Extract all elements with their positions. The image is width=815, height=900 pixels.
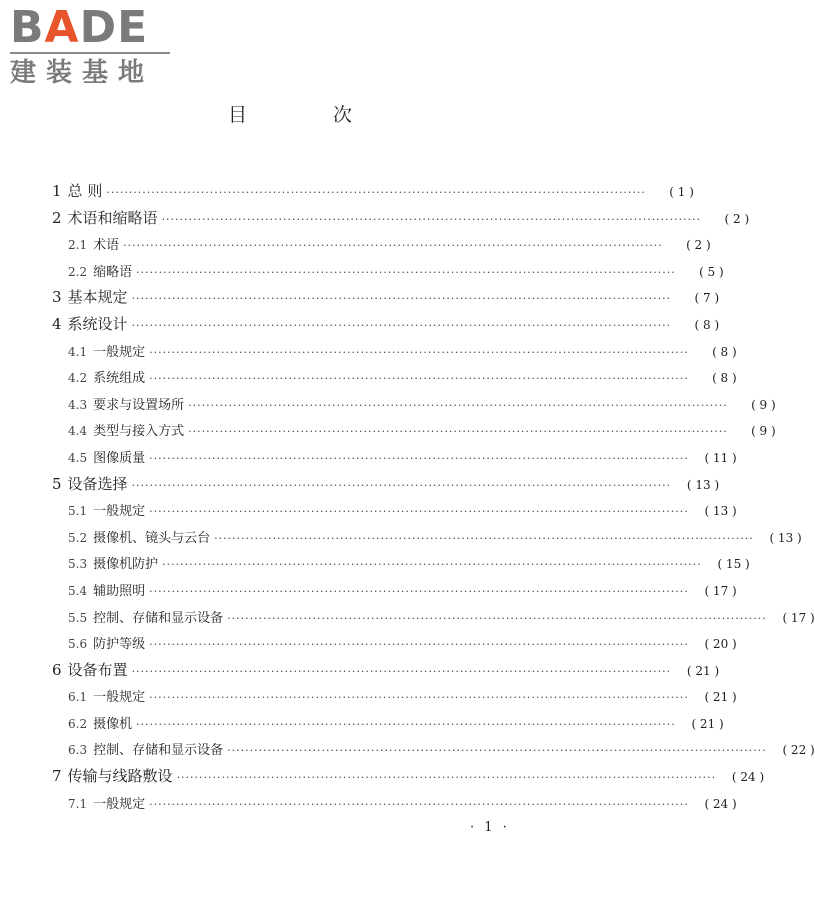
toc-entry-title: 术语	[93, 238, 120, 254]
toc-entry[interactable]	[48, 311, 720, 338]
toc-entry[interactable]	[48, 205, 750, 232]
toc-entry[interactable]	[48, 444, 737, 471]
toc-entry-title: 辅助照明	[93, 583, 146, 599]
toc-entry-number: 2	[52, 208, 62, 227]
toc-entry-title: 类型与接入方式	[93, 424, 185, 440]
toc-entry-number: 6.2	[68, 716, 88, 731]
toc-entry-title: 缩略语	[93, 264, 133, 280]
toc-leader-dots: ························································································································	[149, 372, 689, 386]
toc-leader-dots: ························································································································	[161, 212, 702, 226]
toc-entry-title: 要求与设置场所	[93, 397, 185, 413]
toc-entry-title: 系统组成	[93, 371, 146, 387]
toc-entry[interactable]	[48, 524, 802, 551]
toc-leader-dots: ························································································································	[149, 797, 689, 811]
toc-leader-dots: ························································································································	[131, 292, 672, 306]
toc-entry-title: 一般规定	[93, 690, 146, 706]
toc-entry-page: ( 8 )	[712, 344, 737, 359]
toc-entry-number: 5	[52, 474, 62, 493]
toc-entry-page: ( 1 )	[669, 185, 694, 199]
toc-entry-number: 5.4	[68, 583, 88, 598]
toc-entry[interactable]	[48, 577, 737, 604]
toc-entry-number: 2.2	[68, 264, 88, 279]
toc-entry-number: 3	[52, 288, 62, 307]
toc-entry-page: ( 8 )	[694, 317, 720, 332]
toc-entry-number: 5.5	[68, 610, 88, 625]
toc-entry-title: 术语和缩略语	[67, 208, 158, 227]
toc-leader-dots: ························································································································	[123, 239, 663, 253]
toc-entry-title: 摄像机、镜头与云台	[93, 530, 211, 546]
logo-subtitle: 建装基地	[10, 58, 155, 88]
toc-entry-number: 5.3	[68, 557, 88, 572]
toc-entry-title: 图像质量	[93, 450, 146, 466]
toc-entry[interactable]	[48, 657, 720, 684]
toc-leader-dots: ························································································································	[227, 744, 767, 758]
toc-leader-dots: ························································································································	[131, 318, 672, 332]
toc-entry-page: ( 21 )	[686, 663, 720, 678]
toc-entry-page: ( 24 )	[704, 796, 737, 811]
toc-leader-dots: ························································································································	[149, 584, 689, 598]
toc-leader-dots: ························································································································	[214, 531, 754, 545]
toc-entry-title: 摄像机	[93, 716, 133, 732]
toc-entry-number: 2.1	[68, 238, 88, 253]
toc-entry[interactable]	[48, 231, 711, 258]
toc-entry[interactable]	[48, 178, 694, 205]
toc-entry-page: ( 7 )	[694, 291, 720, 306]
toc-entry-page: ( 11 )	[704, 450, 737, 465]
toc-entry[interactable]	[48, 497, 737, 524]
logo-letter-b: B	[10, 2, 45, 53]
toc-leader-dots: ························································································································	[188, 425, 728, 439]
toc-entry[interactable]	[48, 630, 737, 657]
toc-entry-page: ( 13 )	[769, 530, 802, 545]
toc-leader-dots: ························································································································	[176, 771, 717, 785]
logo-wordmark	[10, 2, 180, 53]
toc-entry[interactable]	[48, 417, 776, 444]
toc-entry-title: 系统设计	[67, 314, 128, 333]
toc-entry-title: 设备布置	[67, 660, 128, 679]
toc-entry[interactable]	[48, 284, 720, 311]
toc-entry[interactable]	[48, 391, 776, 418]
toc-entry-number: 7	[52, 767, 62, 786]
toc-entry-page: ( 15 )	[717, 557, 750, 572]
toc-entry-page: ( 21 )	[691, 716, 724, 731]
table-of-contents	[48, 178, 815, 816]
toc-leader-dots: ························································································································	[149, 691, 689, 705]
toc-entry-title: 防护等级	[93, 637, 146, 653]
page-title: 目 次	[227, 104, 393, 126]
toc-entry-page: ( 5 )	[699, 264, 724, 279]
toc-entry[interactable]	[48, 604, 815, 631]
toc-entry-number: 4.4	[68, 424, 88, 439]
toc-entry-page: ( 2 )	[686, 238, 711, 253]
toc-entry-number: 5.2	[68, 530, 88, 545]
toc-leader-dots: ························································································································	[149, 505, 689, 519]
toc-entry[interactable]	[48, 258, 724, 285]
toc-entry-title: 一般规定	[93, 344, 146, 360]
toc-leader-dots: ························································································································	[149, 638, 689, 652]
toc-leader-dots: ························································································································	[136, 717, 676, 731]
toc-entry-page: ( 9 )	[751, 397, 776, 412]
toc-entry[interactable]	[48, 550, 750, 577]
toc-entry-title: 一般规定	[93, 796, 146, 812]
toc-leader-dots: ························································································································	[149, 345, 689, 359]
toc-entry-title: 控制、存储和显示设备	[93, 610, 224, 626]
toc-entry-title: 设备选择	[67, 474, 128, 493]
toc-entry-title: 一般规定	[93, 504, 146, 520]
toc-entry-number: 4.3	[68, 397, 88, 412]
toc-entry[interactable]	[48, 736, 815, 763]
toc-leader-dots: ························································································································	[131, 478, 672, 492]
toc-entry-number: 4.2	[68, 371, 88, 386]
toc-entry-number: 7.1	[68, 796, 88, 811]
toc-entry-title: 基本规定	[67, 288, 128, 307]
toc-entry-number: 6.1	[68, 690, 88, 705]
toc-entry-number: 1	[52, 182, 62, 200]
toc-leader-dots: ························································································································	[149, 451, 689, 465]
toc-entry[interactable]	[48, 683, 737, 710]
toc-entry-title: 传输与线路敷设	[67, 767, 173, 786]
toc-entry[interactable]	[48, 790, 737, 817]
toc-entry-page: ( 21 )	[704, 690, 737, 705]
toc-entry[interactable]	[48, 710, 724, 737]
toc-entry-page: ( 13 )	[686, 477, 720, 492]
toc-entry[interactable]	[48, 338, 737, 365]
toc-entry-number: 6	[52, 660, 62, 679]
toc-entry-title: 摄像机防护	[93, 557, 159, 573]
toc-leader-dots: ························································································································	[188, 398, 728, 412]
toc-entry-number: 4	[52, 314, 62, 333]
toc-leader-dots: ························································································································	[162, 558, 702, 572]
toc-entry[interactable]	[48, 763, 765, 790]
logo-letter-a: A	[44, 2, 80, 53]
toc-entry-title: 控制、存储和显示设备	[93, 743, 224, 759]
toc-entry-page: ( 17 )	[704, 583, 737, 598]
toc-entry[interactable]	[48, 364, 737, 391]
toc-entry-number: 4.1	[68, 344, 88, 359]
toc-leader-dots: ························································································································	[131, 664, 672, 678]
toc-entry-page: ( 8 )	[712, 371, 737, 386]
logo-letters-de: DE	[79, 2, 149, 53]
toc-entry-number: 6.3	[68, 743, 88, 758]
toc-leader-dots: ························································································································	[227, 611, 767, 625]
toc-entry-number: 4.5	[68, 450, 88, 465]
toc-leader-dots: ························································································································	[106, 186, 646, 199]
toc-entry-page: ( 22 )	[782, 743, 815, 758]
toc-leader-dots: ························································································································	[136, 265, 676, 279]
page-number: · 1 ·	[470, 820, 510, 835]
toc-entry-number: 5.1	[68, 504, 88, 519]
brand-logo	[10, 2, 180, 88]
toc-entry-number: 5.6	[68, 637, 88, 652]
toc-entry-page: ( 13 )	[704, 504, 737, 519]
toc-entry-page: ( 17 )	[782, 610, 815, 625]
toc-entry-page: ( 9 )	[751, 424, 776, 439]
toc-entry-page: ( 20 )	[704, 637, 737, 652]
toc-entry-page: ( 2 )	[724, 211, 750, 226]
toc-entry-page: ( 24 )	[731, 770, 765, 785]
toc-entry-title: 总 则	[67, 182, 103, 200]
toc-entry[interactable]	[48, 471, 720, 498]
